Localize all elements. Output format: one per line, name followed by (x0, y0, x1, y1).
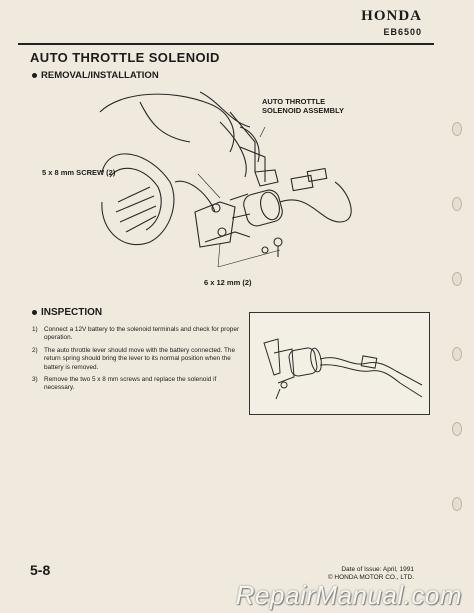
battery-test-illustration (250, 313, 429, 414)
inspection-step (32, 347, 240, 372)
inspection-step (32, 326, 240, 343)
callout-assembly-line2: SOLENOID ASSEMBLY (262, 106, 344, 115)
inspection-heading (32, 307, 102, 318)
binder-hole (452, 197, 462, 211)
brand-logo: HONDA (361, 8, 422, 24)
site-watermark: RepairManual.com (235, 580, 462, 610)
inspection-heading-text: INSPECTION (41, 307, 103, 318)
callout-solenoid-assembly (262, 97, 344, 115)
bullet-icon (32, 310, 37, 315)
model-name: EB6500 (383, 27, 422, 37)
binder-hole (452, 347, 462, 361)
inspection-figure (249, 312, 430, 415)
issue-date: Date of Issue: April, 1991 (341, 566, 414, 573)
callout-bolt-6x12: 6 x 12 mm (2) (204, 278, 252, 287)
callout-assembly-line1: AUTO THROTTLE (262, 97, 326, 106)
inspection-step (32, 376, 240, 393)
step-text: The auto throttle lever should move with the battery connected. The return spring should bring the lever to its normal position when the battery is removed. (44, 346, 236, 371)
removal-heading-text: REMOVAL/INSTALLATION (41, 70, 159, 81)
binder-hole (452, 422, 462, 436)
step-number: 3) (32, 376, 38, 384)
step-text: Connect a 12V battery to the solenoid terminals and check for proper operation. (44, 326, 240, 342)
step-text: Remove the two 5 x 8 mm screws and replace the solenoid if necessary. (44, 376, 217, 392)
page-number: 5-8 (30, 562, 51, 578)
step-number: 1) (32, 326, 38, 333)
binder-hole (452, 497, 462, 511)
removal-heading (32, 70, 159, 81)
callout-screw-5x8: 5 x 8 mm SCREW (2) (42, 168, 116, 177)
binder-hole (452, 272, 462, 286)
bullet-icon (32, 73, 37, 78)
copyright: © HONDA MOTOR CO., LTD. (327, 574, 414, 581)
binder-hole (452, 122, 462, 136)
header-rule (18, 43, 434, 45)
step-number: 2) (32, 346, 38, 354)
section-title: AUTO THROTTLE SOLENOID (30, 50, 220, 65)
inspection-steps (32, 326, 240, 397)
